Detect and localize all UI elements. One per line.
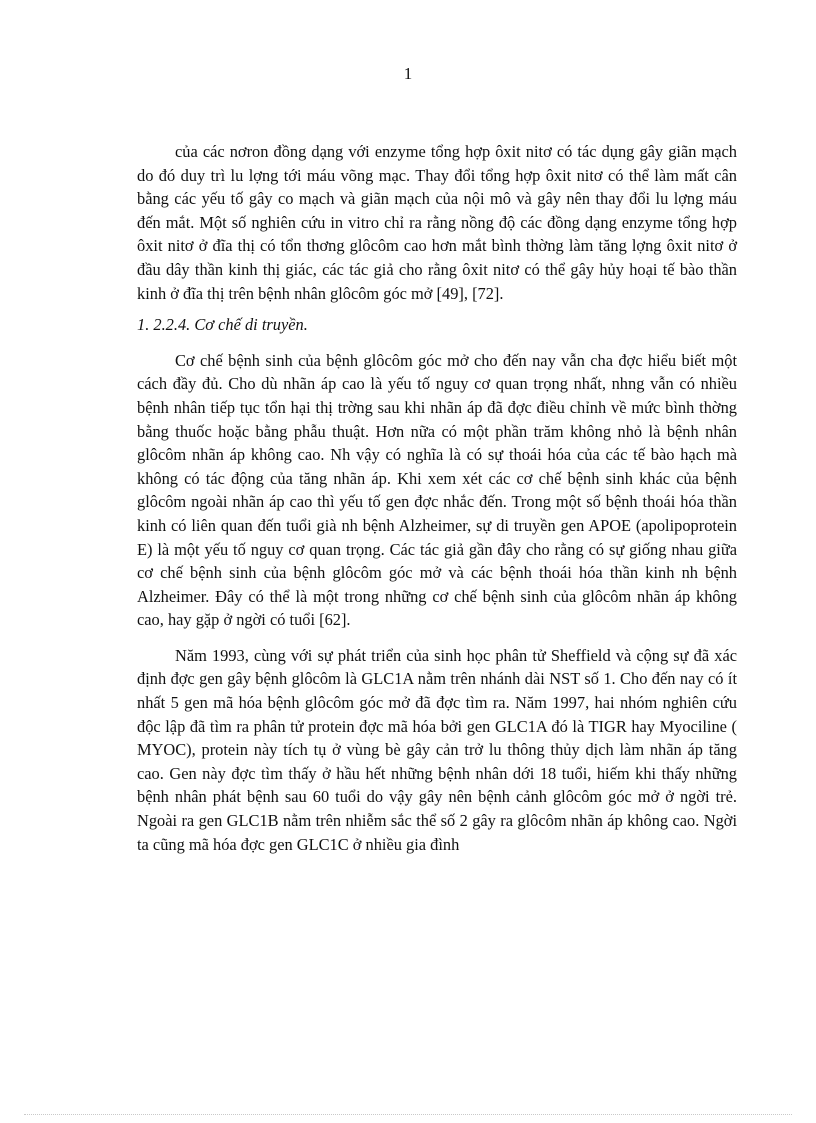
- paragraph-genetics: Năm 1993, cùng với sự phát triển của sinh học phân tử Sheffield và cộng sự đã xác định đợc gen gây bệnh glôcôm là GLC1A nằm trên nhánh dài NST số 1. Cho đến nay có ít nhất 5 gen mã hóa bệnh glôcôm góc mở đã đợc tìm ra. Năm 1997, hai nhóm nghiên cứu độc lập đã tìm ra phân tử protein đợc mã hóa bởi gen GLC1A đó là TIGR hay Myociline ( MYOC), protein này tích tụ ở vùng bè gây cản trở lu thông thủy dịch làm nhãn áp tăng cao. Gen này đợc tìm thấy ở hầu hết những bệnh nhân dới 18 tuổi, hiếm khi thấy những bệnh nhân phát bệnh sau 60 tuổi do vậy gây nên bệnh cảnh glôcôm góc mở ở ngời trẻ. Ngoài ra gen GLC1B nằm trên nhiễm sắc thể số 2 gây ra glôcôm nhãn áp không cao. Ngời ta cũng mã hóa đợc gen GLC1C ở nhiều gia đình: [137, 645, 737, 854]
- paragraph-pathogenesis: Cơ chế bệnh sinh của bệnh glôcôm góc mở cho đến nay vẫn cha đợc hiểu biết một cách đầy đủ. Cho dù nhãn áp cao là yếu tố nguy cơ quan trọng nhất, nhng vẫn có nhiều bệnh nhân tiếp tục tổn hại thị trờng sau khi nhãn áp đã đợc điều chỉnh về mức bình thờng bằng thuốc hoặc bằng phẫu thuật. Hơn nữa có một phần trăm không nhỏ là bệnh nhân glôcôm nhãn áp không cao. Nh vậy có nghĩa là có sự thoái hóa của các tế bào hạch mà không có tác động của tăng nhãn áp. Khi xem xét các cơ chế bệnh sinh khác của bệnh glôcôm ngoài nhãn áp cao thì yếu tố gen đợc nhắc đến. Trong một số bệnh thoái hóa thần kinh có liên quan đến tuổi già nh bệnh Alzheimer, sự di truyền gen APOE (apolipoprotein E) là một yếu tố nguy cơ quan trọng. Các tác giả gần đây cho rằng có sự giống nhau giữa cơ chế bệnh sinh của bệnh glôcôm góc mở và các bệnh thoái hóa thần kinh nh bệnh Alzheimer. Đây có thể là một trong những cơ chế bệnh sinh của glôcôm nhãn áp không cao, hay gặp ở ngời có tuổi [62].: [137, 350, 737, 630]
- section-heading: 1. 2.2.4. Cơ chế di truyền.: [137, 315, 308, 335]
- document-body: [137, 140, 737, 856]
- paragraph-nitric-oxide: của các nơron đồng dạng với enzyme tổng hợp ôxit nitơ có tác dụng gây giãn mạch do đó duy trì lu lợng tới máu võng mạc. Thay đổi tổng hợp ôxit nitơ có thể làm mất cân bằng các yếu tố gây co mạch và giãn mạch của nội mô và gây nên thay đổi lu lợng máu đến mắt. Một số nghiên cứu in vitro chỉ ra rằng nồng độ các đồng dạng enzyme tổng hợp ôxit nitơ ở đĩa thị có tổn thơng glôcôm cao hơn mắt bình thờng làm tăng lợng ôxit nitơ ở đầu dây thần kinh thị giác, các tác giả cho rằng ôxit nitơ có thể gây hủy hoại tế bào thần kinh ở đĩa thị trên bệnh nhân glôcôm góc mở [49], [72].: [137, 142, 737, 303]
- page-number: 1: [403, 64, 413, 83]
- page-bottom-divider: [24, 1114, 792, 1115]
